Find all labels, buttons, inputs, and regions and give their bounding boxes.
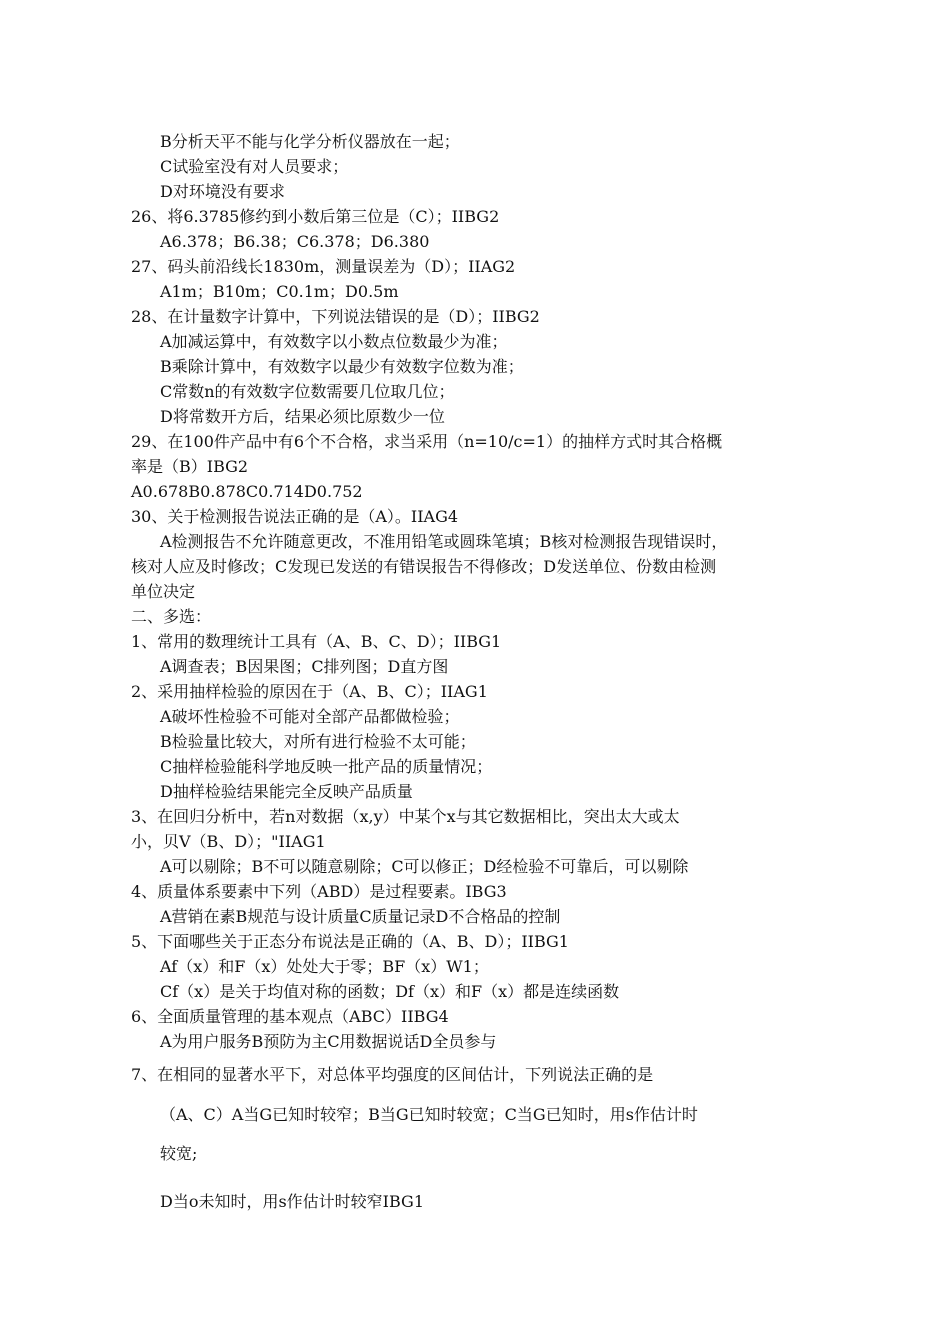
text-line: 1、常用的数理统计工具有（A、B、C、D）；IIBG1 xyxy=(131,632,502,651)
text-line: 28、在计量数字计算中，下列说法错误的是（D）；IIBG2 xyxy=(131,307,540,326)
text-line: A检测报告不允许随意更改，不准用铅笔或圆珠笔填；B核对检测报告现错误时， xyxy=(160,532,728,551)
text-line: A破坏性检验不可能对全部产品都做检验； xyxy=(160,707,460,726)
text-line: B乘除计算中，有效数字以最少有效数字位数为准； xyxy=(160,357,524,376)
text-line: D当o未知时，用s作估计时较窄IBG1 xyxy=(160,1192,425,1211)
text-line: C试验室没有对人员要求； xyxy=(160,157,349,176)
text-line: 2、采用抽样检验的原因在于（A、B、C）；IIAG1 xyxy=(131,682,488,701)
text-line: （A、C）A当G已知时较窄；B当G已知时较宽；C当G已知时，用s作估计时 xyxy=(160,1105,698,1124)
text-line: C抽样检验能科学地反映一批产品的质量情况； xyxy=(160,757,493,776)
text-line: C常数n的有效数字位数需要几位取几位； xyxy=(160,382,455,401)
text-line: 较宽; xyxy=(160,1144,198,1163)
text-line: 5、下面哪些关于正态分布说法是正确的（A、B、D）；IIBG1 xyxy=(131,932,569,951)
text-line: A加减运算中，有效数字以小数点位数最少为准； xyxy=(160,332,508,351)
text-line: 4、质量体系要素中下列（ABD）是过程要素。IBG3 xyxy=(131,882,507,901)
text-line: 率是（B）IBG2 xyxy=(131,457,249,476)
text-line: A1m；B10m；C0.1m；D0.5m xyxy=(160,282,399,301)
text-line: Af（x）和F（x）处处大于零；BF（x）W1； xyxy=(160,957,489,976)
text-line: B检验量比较大，对所有进行检验不太可能； xyxy=(160,732,476,751)
text-line: 7、在相同的显著水平下，对总体平均强度的区间估计，下列说法正确的是 xyxy=(131,1065,654,1084)
text-line: 单位决定 xyxy=(131,582,196,601)
text-line: B分析天平不能与化学分析仪器放在一起； xyxy=(160,132,460,151)
text-line: 二、多选： xyxy=(131,607,212,626)
text-line: Cf（x）是关于均值对称的函数；Df（x）和F（x）都是连续函数 xyxy=(160,982,620,1001)
text-line: 6、全面质量管理的基本观点（ABC）IIBG4 xyxy=(131,1007,449,1026)
text-line: A6.378；B6.38；C6.378；D6.380 xyxy=(160,232,430,251)
text-line: A营销在素B规范与设计质量C质量记录D不合格品的控制 xyxy=(160,907,561,926)
text-line: 27、码头前沿线长1830m，测量误差为（D）；IIAG2 xyxy=(131,257,516,276)
text-line: 核对人应及时修改；C发现已发送的有错误报告不得修改；D发送单位、份数由检测 xyxy=(131,557,717,576)
text-line: 3、在回归分析中，若n对数据（x,y）中某个x与其它数据相比，突出太大或太 xyxy=(131,807,680,826)
text-line: D抽样检验结果能完全反映产品质量 xyxy=(160,782,413,801)
text-line: A为用户服务B预防为主C用数据说话D全员参与 xyxy=(160,1032,497,1051)
text-line: A可以剔除；B不可以随意剔除；C可以修正；D经检验不可靠后，可以剔除 xyxy=(160,857,689,876)
text-line: A0.678B0.878C0.714D0.752 xyxy=(131,482,363,501)
text-line: D对环境没有要求 xyxy=(160,182,285,201)
text-line: 30、关于检测报告说法正确的是（A）。IIAG4 xyxy=(131,507,459,526)
text-line: 小，贝V（B、D）；"IIAG1 xyxy=(131,832,326,851)
text-line: A调查表；B因果图；C排列图；D直方图 xyxy=(160,657,449,676)
text-line: D将常数开方后，结果必须比原数少一位 xyxy=(160,407,445,426)
text-line: 26、将6.3785修约到小数后第三位是（C）；IIBG2 xyxy=(131,207,500,226)
text-line: 29、在100件产品中有6个不合格，求当采用（n=10/c=1）的抽样方式时其合格概 xyxy=(131,432,723,451)
